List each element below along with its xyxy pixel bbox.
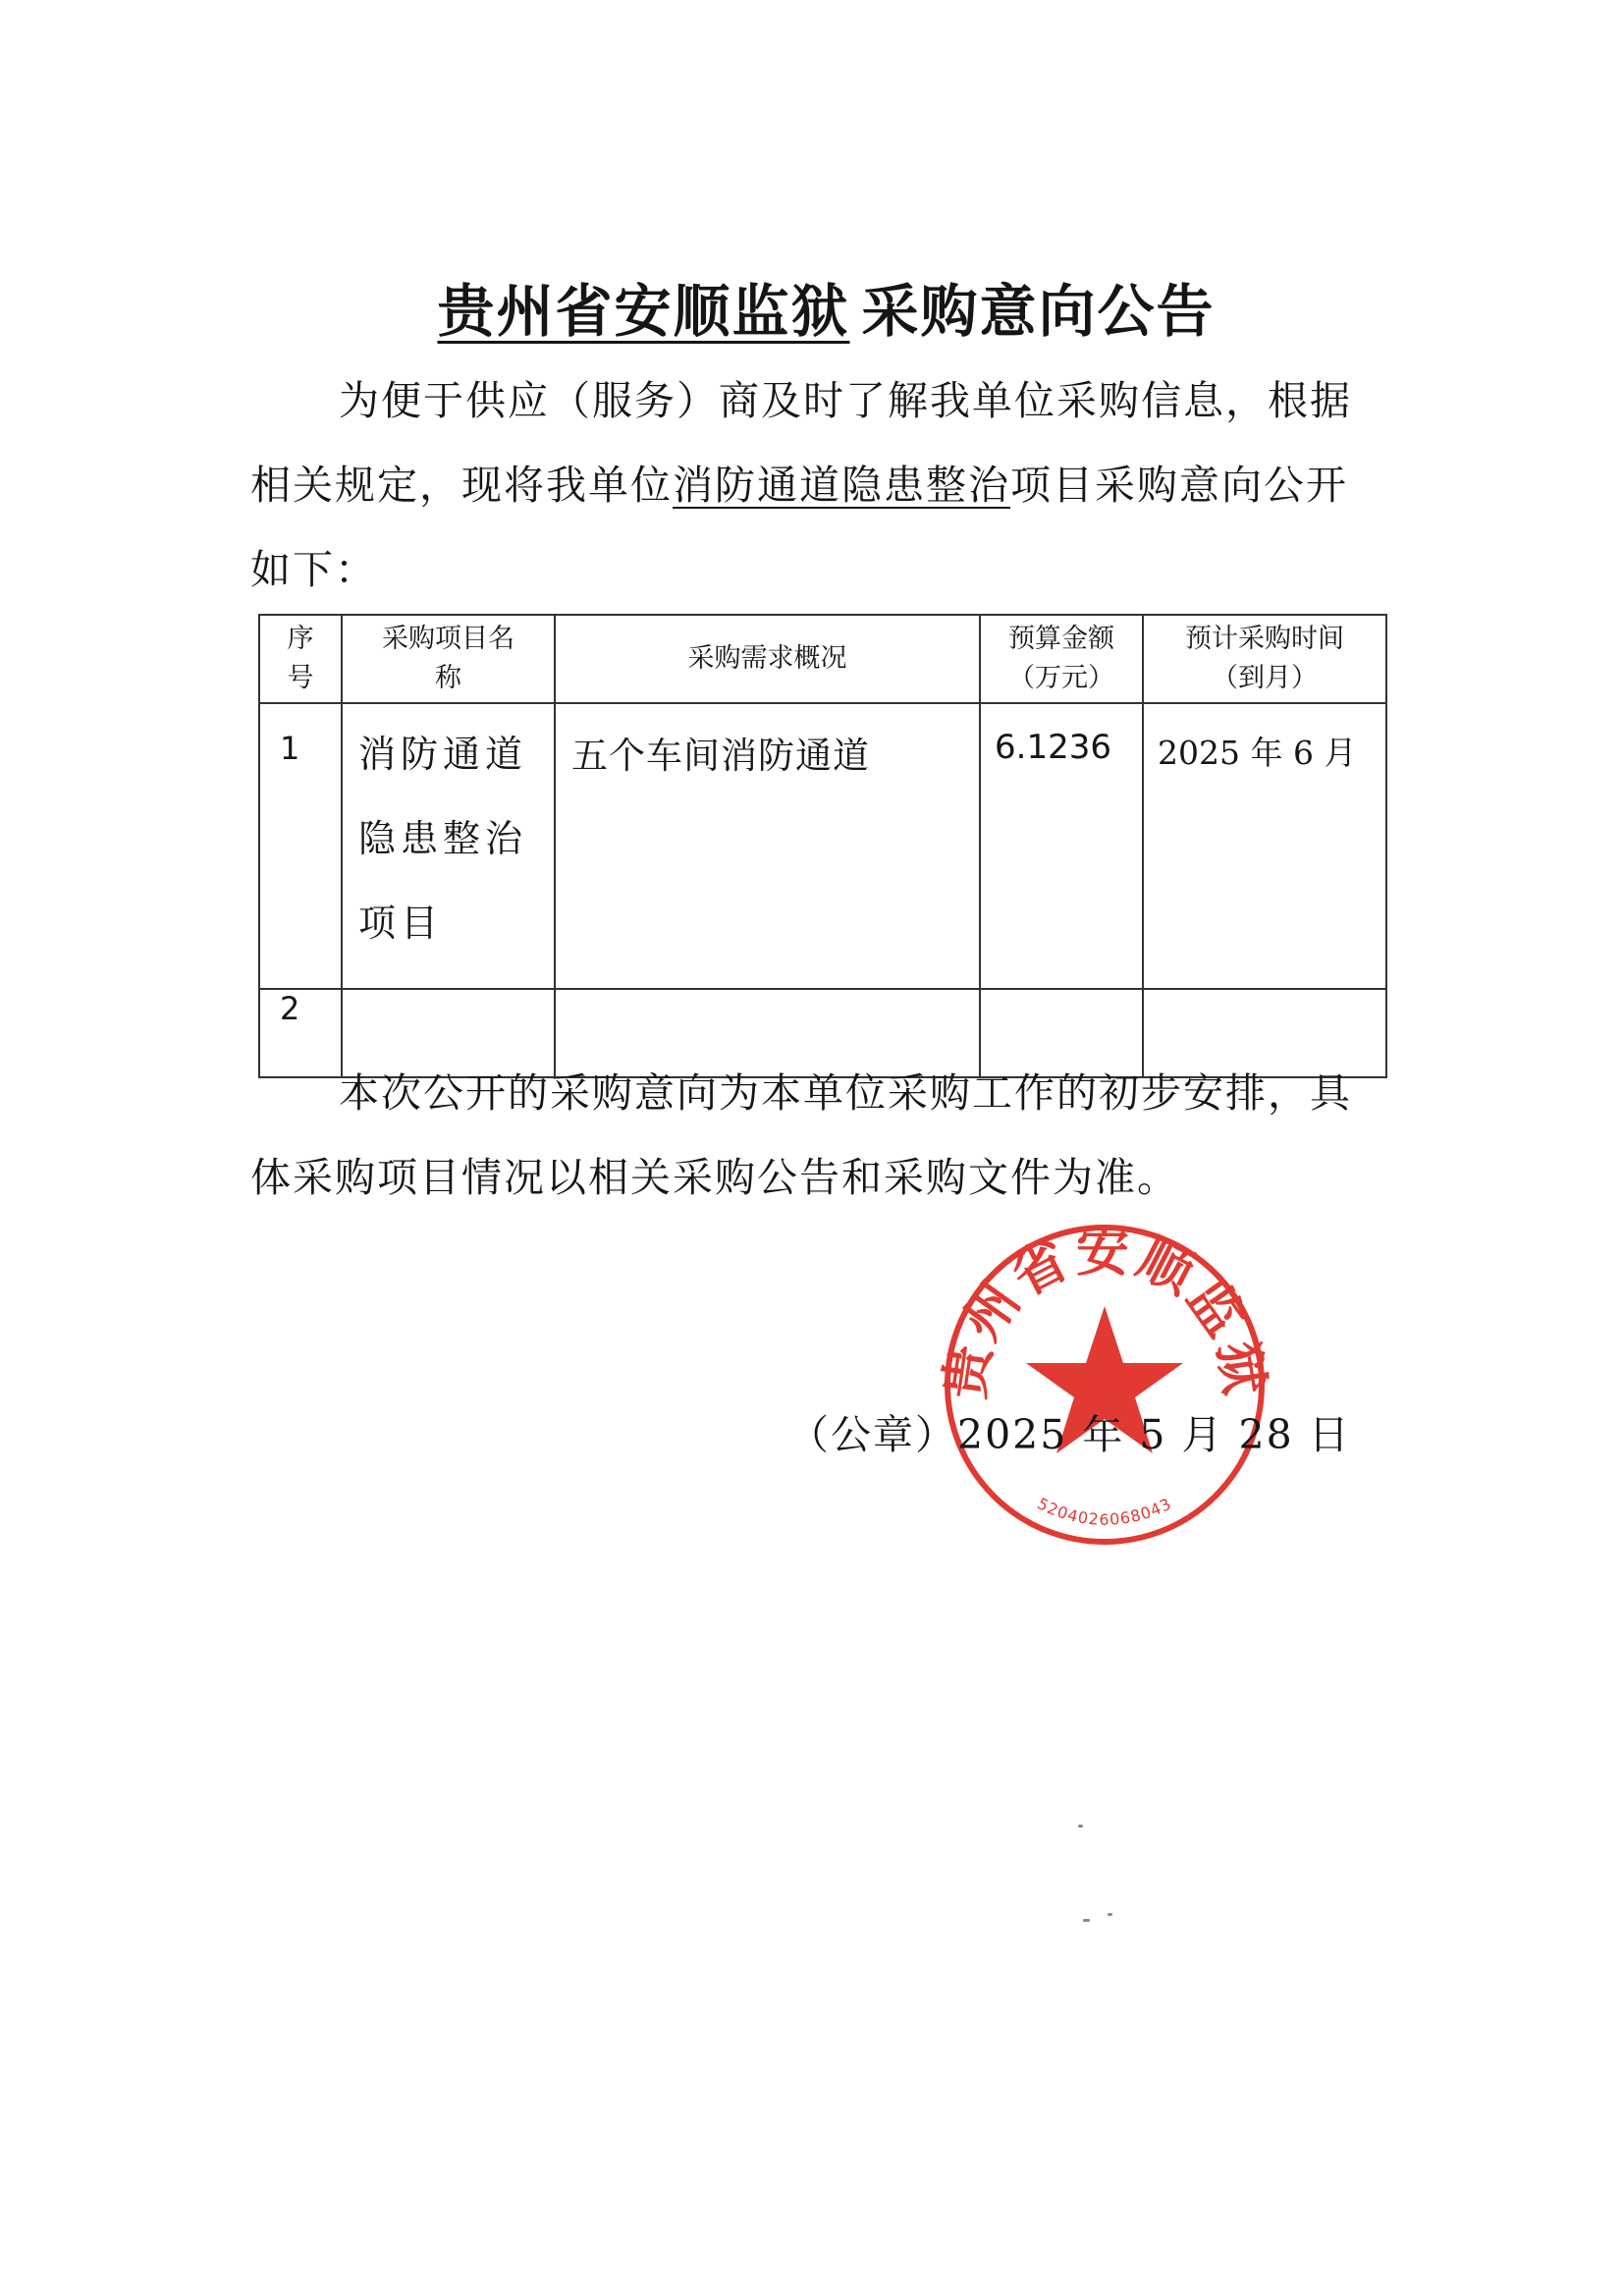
header-name-line1: 采购项目名 — [382, 624, 514, 654]
intro-pre: 为便于供应（服务）商及时了解我单位采购信息，根据相关规定，现将我单位 — [250, 377, 1352, 509]
row-num: 1 — [259, 703, 342, 989]
document-title — [0, 265, 1623, 348]
row-name-line2: 隐患整治 — [358, 817, 528, 860]
row-name-line3: 项目 — [358, 902, 444, 945]
seal-graphic — [938, 1218, 1271, 1552]
row-time: 2025 年 6 月 — [1143, 703, 1386, 989]
intro-paragraph — [250, 358, 1389, 612]
seal-code: 5204026068043 — [1034, 1494, 1175, 1529]
closing-paragraph — [250, 1051, 1389, 1220]
seal-text: 贵州省安顺监狱 — [938, 1220, 1271, 1403]
header-budget — [980, 615, 1143, 703]
header-budget-line1: 预算金额 — [1008, 624, 1114, 654]
header-name — [342, 615, 555, 703]
table-header-row — [259, 615, 1386, 703]
intro-post: 项目采购意向公开如下： — [250, 462, 1348, 593]
row-desc: 五个车间消防通道 — [555, 703, 980, 989]
header-num-line2: 号 — [287, 663, 314, 693]
header-desc: 采购需求概况 — [555, 615, 980, 703]
header-time — [1143, 615, 1386, 703]
intro-project-name: 消防通道隐患整治 — [673, 462, 1010, 509]
header-num — [259, 615, 342, 703]
header-budget-line2: （万元） — [1008, 663, 1114, 693]
header-time-line1: 预计采购时间 — [1185, 624, 1344, 654]
header-num-line1: 序 — [287, 624, 314, 654]
procurement-table — [258, 614, 1387, 1078]
official-seal — [938, 1218, 1271, 1552]
row-name-line1: 消防通道 — [358, 733, 528, 776]
row-project-name — [342, 703, 555, 989]
title-main: 采购意向公告 — [861, 278, 1216, 345]
seal-date-line: （公章）2025 年 5 月 28 日 — [788, 1411, 1351, 1458]
scan-speck — [1108, 1913, 1112, 1916]
row-num: 2 — [259, 989, 342, 1077]
header-time-line2: （到月） — [1212, 663, 1318, 693]
title-organization: 贵州省安顺监狱 — [437, 278, 850, 345]
scan-speck — [1078, 1825, 1083, 1828]
scan-speck — [1083, 1919, 1090, 1922]
closing-text: 本次公开的采购意向为本单位采购工作的初步安排，具体采购项目情况以相关采购公告和采购文件为准。 — [250, 1069, 1352, 1201]
table-row — [259, 703, 1386, 989]
row-budget: 6.1236 — [980, 703, 1143, 989]
header-name-line2: 称 — [435, 663, 461, 693]
